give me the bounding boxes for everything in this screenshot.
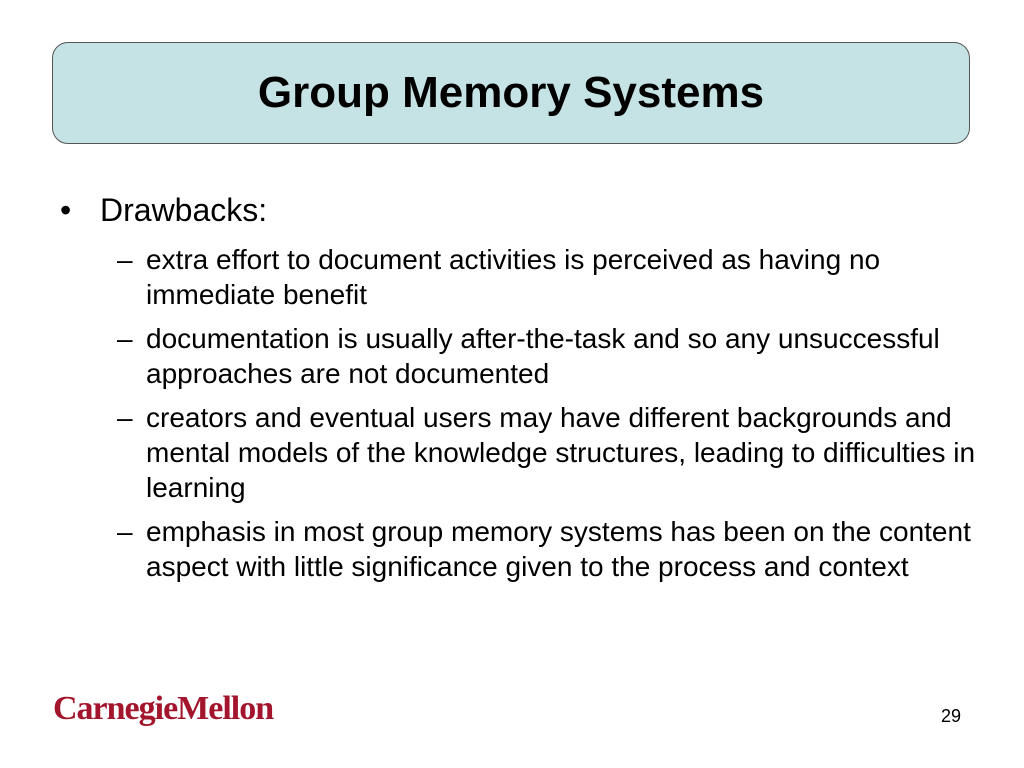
carnegie-mellon-logo: CarnegieMellon bbox=[53, 690, 274, 727]
title-box bbox=[52, 42, 970, 144]
slide-content bbox=[60, 188, 980, 593]
bullet-drawbacks bbox=[60, 188, 980, 232]
sub-bullet-text: emphasis in most group memory systems has been on the content aspect with little significance given to the process and context bbox=[146, 516, 971, 582]
sub-bullet-item bbox=[60, 321, 980, 391]
sub-bullet-list bbox=[60, 242, 980, 584]
sub-bullet-text: creators and eventual users may have different backgrounds and mental models of the knowledge structures, leading to difficulties in learning bbox=[146, 402, 976, 503]
sub-bullet-marker: – bbox=[117, 516, 133, 547]
slide-title: Group Memory Systems bbox=[257, 68, 765, 117]
sub-bullet-marker: – bbox=[117, 402, 133, 433]
sub-bullet-marker: – bbox=[117, 244, 133, 275]
sub-bullet-item bbox=[60, 400, 980, 505]
sub-bullet-text: extra effort to document activities is perceived as having no immediate benefit bbox=[146, 244, 881, 310]
sub-bullet-marker: – bbox=[117, 323, 133, 354]
sub-bullet-item bbox=[60, 514, 980, 584]
bullet-marker: • bbox=[60, 192, 72, 228]
page-number: 29 bbox=[941, 706, 962, 726]
bullet-text: Drawbacks: bbox=[100, 192, 268, 228]
sub-bullet-item bbox=[60, 242, 980, 312]
sub-bullet-text: documentation is usually after-the-task and so any unsuccessful approaches are not documented bbox=[146, 323, 940, 389]
